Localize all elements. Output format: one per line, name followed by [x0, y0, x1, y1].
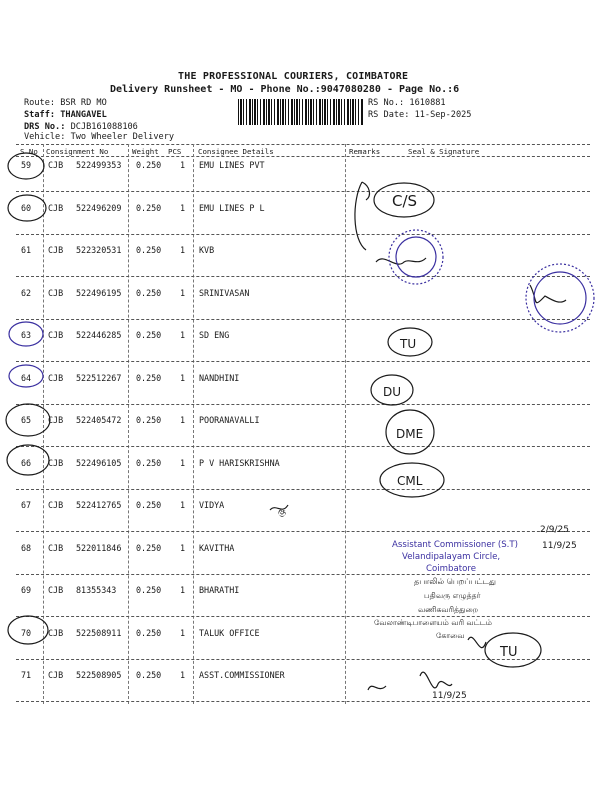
rs-date: RS Date: 11-Sep-2025: [368, 110, 472, 120]
row-serial-number: 70: [21, 627, 32, 638]
row-consignee: EMU LINES P L: [199, 202, 265, 213]
row-consignment-number: 522496209: [76, 202, 122, 213]
row-consignment-prefix: CJB: [48, 330, 64, 340]
handwritten-remark: DU: [383, 385, 402, 399]
row-consignee: KVB: [199, 245, 215, 255]
row-consignment-prefix: CJB: [48, 542, 64, 553]
row-consignee: VIDYA: [199, 500, 225, 510]
row-pcs: 1: [180, 542, 186, 553]
stamp-tamil-4: வேலாண்டிபாளையம் வரி வட்டம்: [374, 618, 492, 627]
row-pcs: 1: [180, 202, 186, 213]
col-weight: Weight: [132, 147, 159, 156]
signature-scribble: [420, 672, 452, 688]
signature-scribble: [376, 258, 426, 264]
stamp-tamil-5: கோவை: [436, 631, 465, 640]
row-weight: 0.250: [136, 500, 162, 510]
row-weight: 0.250: [136, 670, 162, 680]
vehicle-label: Vehicle: Two Wheeler Delivery: [24, 132, 175, 142]
signature-scribble: [530, 285, 566, 303]
row-pcs: 1: [180, 627, 186, 638]
row-consignee: NANDHINI: [199, 372, 240, 383]
row-serial-number: 61: [21, 245, 32, 255]
col-sno: S No: [20, 147, 38, 156]
drs-label: DRS No.:: [24, 122, 66, 132]
handwritten-note: கு: [278, 507, 286, 517]
row-consignment-prefix: CJB: [48, 585, 64, 595]
row-pcs: 1: [180, 500, 186, 510]
signature-scribble: [368, 686, 386, 690]
circle-mark: [6, 404, 50, 436]
row-pcs: 1: [180, 287, 186, 298]
row-consignment-prefix: CJB: [48, 372, 64, 383]
row-weight: 0.250: [136, 202, 162, 213]
row-weight: 0.250: [136, 457, 162, 468]
row-consignment-prefix: CJB: [48, 500, 64, 510]
row-consignment-number: 522412765: [76, 500, 122, 510]
circle-mark: [8, 616, 48, 644]
row-consignment-prefix: CJB: [48, 457, 64, 468]
row-consignee: POORANAVALLI: [199, 415, 260, 425]
stamp-line-1: Assistant Commissioner (S.T): [392, 540, 519, 550]
company-title: THE PROFESSIONAL COURIERS, COIMBATORE: [178, 71, 409, 82]
row-consignment-prefix: CJB: [48, 202, 64, 213]
row-pcs: 1: [180, 670, 186, 680]
stamp-tamil-1: தபாலில் பெறப்பட்டது: [414, 577, 496, 586]
handwritten-remark: DME: [396, 427, 424, 441]
row-consignment-prefix: CJB: [48, 415, 64, 425]
row-consignment-number: 522405472: [76, 415, 122, 425]
col-consignment: Consignment No: [46, 147, 109, 156]
round-stamp: [389, 230, 443, 284]
row-consignment-number: 522320531: [76, 245, 122, 255]
drs-value: DCJB161088106: [70, 122, 138, 132]
row-serial-number: 71: [21, 670, 32, 680]
stamp-line-3: Coimbatore: [426, 564, 476, 574]
row-consignment-number: 522508911: [76, 627, 122, 638]
handwritten-date: 11/9/25: [432, 691, 467, 701]
row-weight: 0.250: [136, 372, 162, 383]
circle-mark: [9, 322, 43, 346]
row-serial-number: 64: [21, 372, 32, 383]
handwritten-remark: TU: [500, 645, 518, 660]
col-remarks: Remarks: [349, 147, 381, 156]
row-serial-number: 63: [21, 330, 32, 340]
row-pcs: 1: [180, 372, 186, 383]
row-consignment-prefix: CJB: [48, 287, 64, 298]
row-consignment-number: 81355343: [76, 585, 117, 595]
row-consignment-number: 522499353: [76, 160, 122, 170]
row-weight: 0.250: [136, 330, 162, 340]
col-seal-signature: Seal & Signature: [408, 147, 480, 156]
row-consignment-prefix: CJB: [48, 670, 64, 680]
circle-mark: [9, 365, 43, 387]
row-consignment-number: 522446285: [76, 330, 122, 340]
row-serial-number: 68: [21, 542, 32, 553]
handwritten-remark: CML: [397, 474, 423, 488]
row-pcs: 1: [180, 585, 186, 595]
handwritten-remark: TU: [400, 337, 417, 351]
row-serial-number: 62: [21, 287, 32, 298]
stamp-line-2: Velandipalayam Circle,: [402, 552, 501, 562]
row-consignee: SRINIVASAN: [199, 287, 250, 298]
row-weight: 0.250: [136, 245, 162, 255]
row-consignment-prefix: CJB: [48, 160, 64, 170]
row-weight: 0.250: [136, 415, 162, 425]
circle-mark: [7, 445, 49, 475]
signature-scribble: [468, 637, 486, 647]
row-serial-number: 60: [21, 202, 32, 213]
row-serial-number: 69: [21, 585, 32, 595]
row-consignment-prefix: CJB: [48, 627, 64, 638]
row-consignee: TALUK OFFICE: [199, 627, 260, 638]
row-pcs: 1: [180, 457, 186, 468]
row-consignee: P V HARISKRISHNA: [199, 457, 280, 468]
handwritten-remark: C/S: [392, 192, 418, 210]
row-consignee: KAVITHA: [199, 542, 235, 553]
remark-scribble: [355, 182, 370, 250]
row-consignee: SD ENG: [199, 330, 230, 340]
row-weight: 0.250: [136, 287, 162, 298]
row-consignment-number: 522508905: [76, 670, 122, 680]
circle-mark: [8, 195, 46, 221]
row-weight: 0.250: [136, 585, 162, 595]
row-consignment-number: 522512267: [76, 372, 122, 383]
row-pcs: 1: [180, 160, 186, 170]
handwritten-date: 11/9/25: [542, 541, 577, 551]
row-pcs: 1: [180, 415, 186, 425]
rs-number: RS No.: 1610881: [368, 98, 446, 108]
route-label: Route: BSR RD MO: [24, 98, 107, 108]
row-weight: 0.250: [136, 542, 162, 553]
stamp-tamil-3: வணிகவரித்துறை: [418, 605, 479, 614]
row-consignment-number: 522496105: [76, 457, 122, 468]
row-consignment-prefix: CJB: [48, 245, 64, 255]
row-consignee: EMU LINES PVT: [199, 160, 265, 170]
col-consignee: Consignee Details: [198, 147, 274, 156]
round-stamp: [526, 264, 594, 332]
round-stamp: [396, 237, 436, 277]
row-consignee: ASST.COMMISSIONER: [199, 670, 285, 680]
row-serial-number: 67: [21, 500, 32, 510]
circle-mark: [8, 153, 44, 179]
runsheet-subtitle: Delivery Runsheet - MO - Phone No.:9047080280 - Page No.:6: [110, 84, 460, 95]
stamp-tamil-2: பதிவரு எழுத்தர்: [424, 591, 481, 600]
staff-label: Staff: THANGAVEL: [24, 110, 107, 120]
row-serial-number: 65: [21, 415, 32, 425]
row-serial-number: 59: [21, 160, 32, 170]
round-stamp: [534, 272, 586, 324]
row-consignee: BHARATHI: [199, 585, 240, 595]
col-pcs: PCS: [168, 147, 182, 156]
row-serial-number: 66: [21, 457, 32, 468]
row-consignment-number: 522496195: [76, 287, 122, 298]
row-weight: 0.250: [136, 160, 162, 170]
row-pcs: 1: [180, 330, 186, 340]
row-pcs: 1: [180, 245, 186, 255]
row-consignment-number: 522011846: [76, 542, 122, 553]
handwritten-date: 2/9/25: [540, 525, 569, 535]
row-weight: 0.250: [136, 627, 162, 638]
